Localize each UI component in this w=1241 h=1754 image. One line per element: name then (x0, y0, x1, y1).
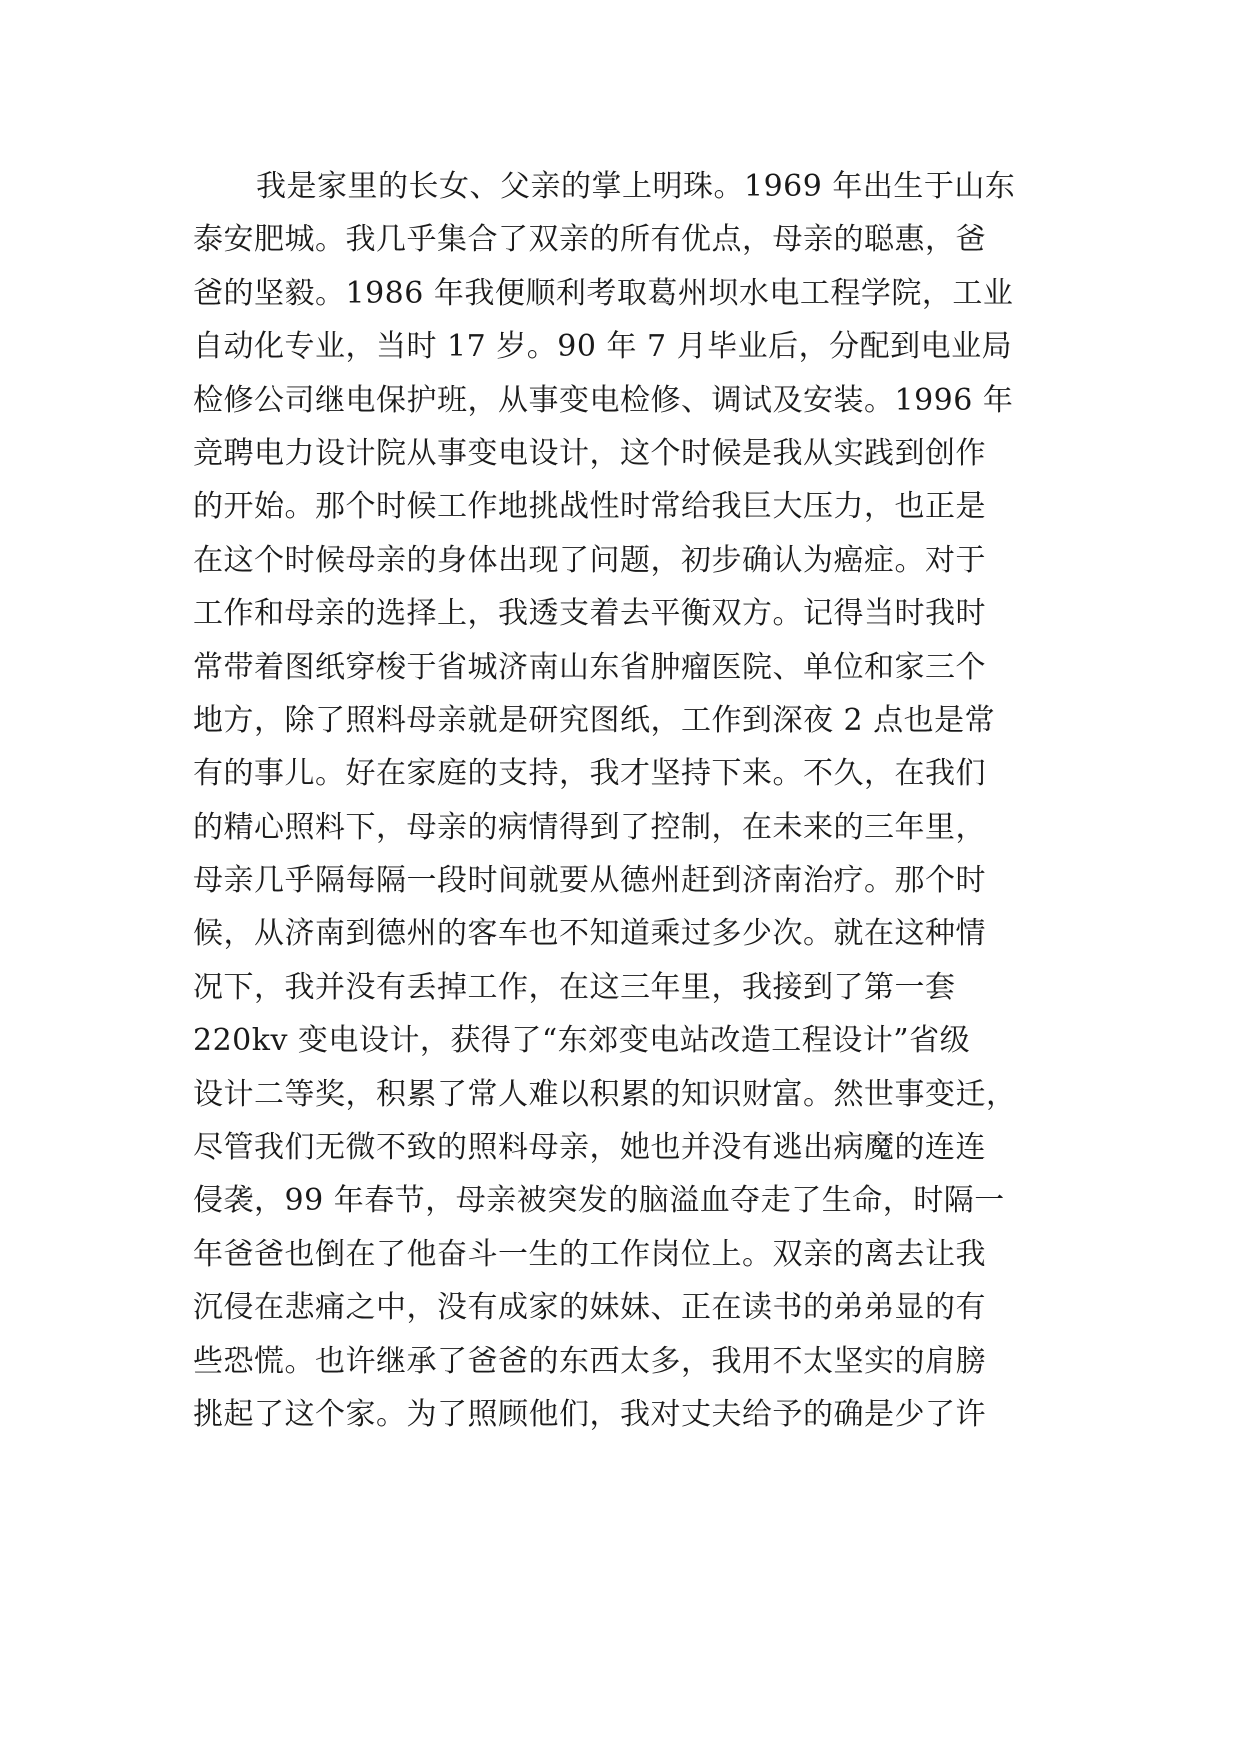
text-line: 检修公司继电保护班，从事变电检修、调试及安装。1996 年 (193, 382, 1014, 418)
paragraph (193, 160, 1055, 1441)
text-line: 的开始。那个时候工作地挑战性时常给我巨大压力，也正是 (193, 489, 986, 525)
text-line: 在这个时候母亲的身体出现了问题，初步确认为癌症。对于 (193, 542, 986, 578)
text-line: 侵袭，99 年春节，母亲被突发的脑溢血夺走了生命，时隔一 (193, 1183, 1005, 1219)
text-line: 的精心照料下，母亲的病情得到了控制，在未来的三年里， (193, 809, 986, 845)
text-line: 尽管我们无微不致的照料母亲，她也并没有逃出病魔的连连 (193, 1130, 986, 1166)
text-line: 地方，除了照料母亲就是研究图纸，工作到深夜 2 点也是常 (193, 702, 996, 738)
text-line: 况下，我并没有丢掉工作，在这三年里，我接到了第一套 (193, 969, 956, 1005)
text-line: 竞聘电力设计院从事变电设计，这个时候是我从实践到创作 (193, 435, 986, 471)
text-line: 设计二等奖，积累了常人难以积累的知识财富。然世事变迁， (193, 1076, 1017, 1112)
text-line: 沉侵在悲痛之中，没有成家的妹妹、正在读书的弟弟显的有 (193, 1290, 986, 1326)
text-line: 自动化专业，当时 17 岁。90 年 7 月毕业后，分配到电业局 (193, 329, 1013, 365)
text-line: 泰安肥城。我几乎集合了双亲的所有优点，母亲的聪惠，爸 (193, 222, 986, 258)
text-line: 220kv 变电设计，获得了“东郊变电站改造工程设计”省级 (193, 1023, 971, 1059)
text-line: 工作和母亲的选择上，我透支着去平衡双方。记得当时我时 (193, 596, 986, 632)
text-line: 些恐慌。也许继承了爸爸的东西太多，我用不太坚实的肩膀 (193, 1343, 986, 1379)
text-line: 候，从济南到德州的客车也不知道乘过多少次。就在这种情 (193, 916, 986, 952)
text-line: 年爸爸也倒在了他奋斗一生的工作岗位上。双亲的离去让我 (193, 1236, 986, 1272)
text-line: 爸的坚毅。1986 年我便顺利考取葛州坝水电工程学院，工业 (193, 275, 1014, 311)
text-line: 我是家里的长女、父亲的掌上明珠。1969 年出生于山东 (256, 169, 1016, 204)
text-line: 挑起了这个家。为了照顾他们，我对丈夫给予的确是少了许 (193, 1396, 986, 1432)
text-line: 母亲几乎隔每隔一段时间就要从德州赶到济南治疗。那个时 (193, 863, 986, 899)
text-line: 有的事儿。好在家庭的支持，我才坚持下来。不久，在我们 (193, 756, 986, 792)
text-line: 常带着图纸穿梭于省城济南山东省肿瘤医院、单位和家三个 (193, 649, 986, 685)
